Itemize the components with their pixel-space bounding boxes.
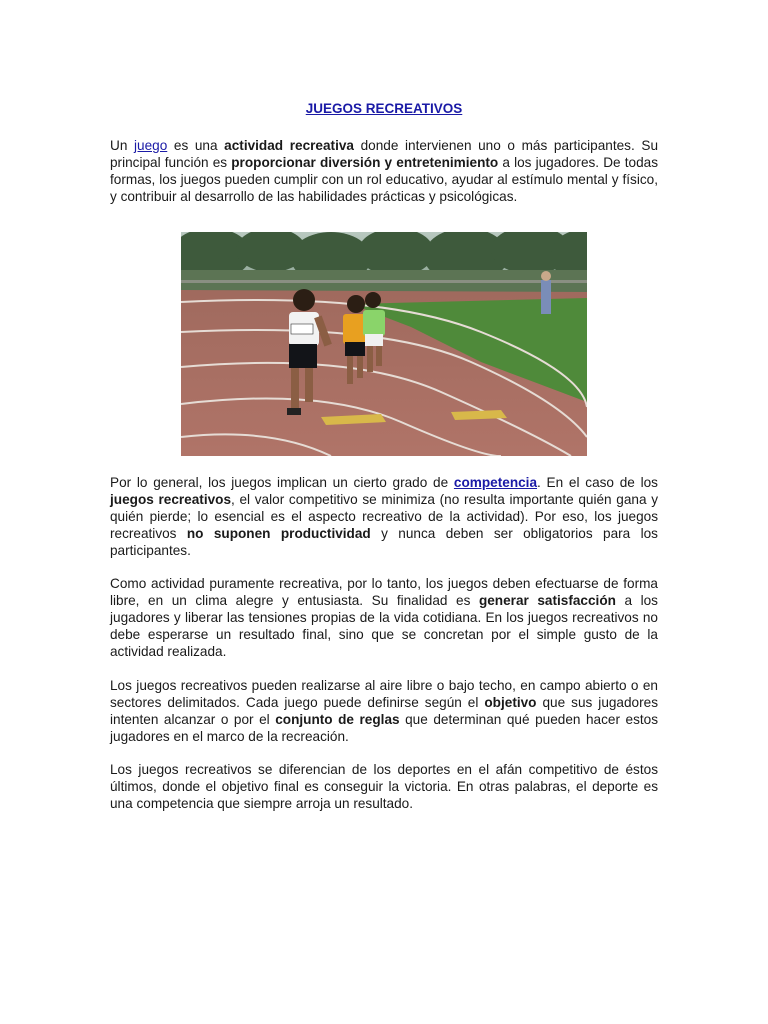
paragraph-aire-libre xyxy=(110,677,658,745)
paragraph-deportes xyxy=(110,761,658,812)
text-run: es una xyxy=(167,138,225,153)
text-run: que determinan qué pueden hacer estos jugadores en el marco de la recreación. xyxy=(110,712,658,744)
text-run: Como actividad puramente recreativa, por lo tanto, los juegos deben efectuarse de forma libre, en un clima alegre y entusiasta. Su finalidad es xyxy=(110,576,658,608)
text-run: Un xyxy=(110,138,134,153)
text-run: . En el caso de los xyxy=(537,475,658,490)
photo-children-racing xyxy=(181,232,587,456)
bold-text: generar satisfacción xyxy=(478,593,616,608)
bold-text: juegos recreativos xyxy=(110,492,232,507)
bold-text: conjunto de reglas xyxy=(275,712,400,727)
link-juego[interactable]: juego xyxy=(134,138,168,153)
bold-text: actividad recreativa xyxy=(224,138,354,153)
bold-text: no suponen productividad xyxy=(186,526,371,541)
text-run: donde intervienen uno o más participantes. Su principal función es xyxy=(110,138,658,170)
link-competencia[interactable]: competencia xyxy=(453,475,538,490)
paragraph-intro xyxy=(110,137,658,205)
bold-text: objetivo xyxy=(484,695,537,710)
paragraph-actividad xyxy=(110,575,658,660)
text-run: , el valor competitivo se minimiza (no resulta importante quién gana y quién pierde; lo esencial es el aspecto recreativo de la actividad). Por eso, los juegos recreativos xyxy=(110,492,659,541)
text-run: Los juegos recreativos pueden realizarse al aire libre o bajo techo, en campo abierto o en sectores delimitados. Cada juego puede definirse según el xyxy=(110,678,658,710)
text-run: a los jugadores. De todas formas, los juegos pueden cumplir con un rol educativo, ayudar al estímulo mental y físico, y contribuir al desarrollo de las habilidades prácticas y psicológicas. xyxy=(110,155,658,204)
paragraph-competencia xyxy=(110,474,658,559)
text-run: que sus jugadores intenten alcanzar o por el xyxy=(110,695,659,727)
text-run: Los juegos recreativos se diferencian de los deportes en el afán competitivo de éstos últimos, donde el objetivo final es conseguir la victoria. En otras palabras, el deporte es una competencia que siempre arroja un resultado. xyxy=(110,762,658,811)
text-run: a los jugadores y liberar las tensiones propias de la vida cotidiana. En los juegos recreativos no debe esperarse un resultado final, sino que se concretan por el simple gusto de la actividad realizada. xyxy=(110,593,658,659)
page-title: JUEGOS RECREATIVOS xyxy=(305,101,463,116)
text-run: Por lo general, los juegos implican un cierto grado de xyxy=(110,475,454,490)
text-run: y nunca deben ser obligatorios para los participantes. xyxy=(110,526,658,558)
bold-text: proporcionar diversión y entretenimiento xyxy=(231,155,499,170)
